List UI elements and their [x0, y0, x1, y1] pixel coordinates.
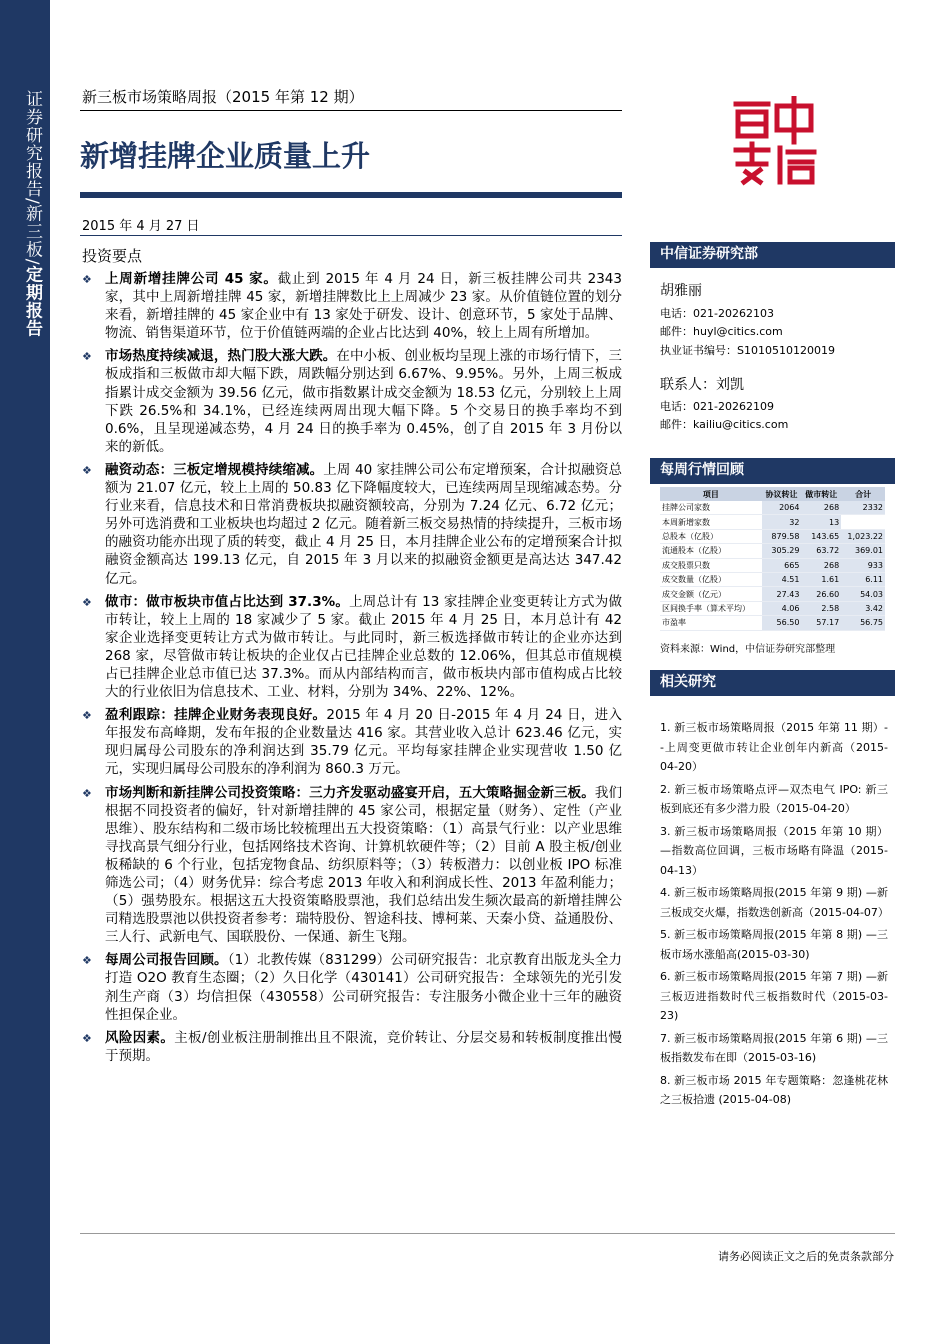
disclaimer-footer: 请务必阅读正文之后的免责条款部分: [718, 1250, 894, 1263]
diamond-bullet-icon: ❖: [82, 1031, 92, 1045]
page-title: 新增挂牌企业质量上升: [80, 139, 371, 173]
table-row: 总股本（亿股） 879.58 143.65 1,023.22: [660, 529, 885, 543]
related-research-bar: 相关研究: [650, 670, 895, 695]
sidebar: [0, 0, 50, 1344]
table-row: 流通股本（亿股） 305.29 63.72 369.01: [660, 544, 885, 558]
contact-name: 联系人：刘凯: [660, 377, 744, 393]
sidebar-label: [9, 90, 41, 337]
divider: [650, 483, 895, 484]
list-item: 4. 新三板市场策略周报(2015 年第 9 期) —新三板成交火爆，指数迭创新高（2015-04-07）: [660, 886, 889, 919]
table-row: 挂牌公司家数 2064 268 2332: [660, 501, 885, 515]
analyst-cert: 执业证书编号：S1010510120019: [660, 344, 835, 357]
list-item: 6. 新三板市场策略周报(2015 年第 7 期) —新三板迈进指数时代三板指数时代（2015-03-23): [660, 970, 888, 1022]
list-item: ❖ 每周公司报告回顾。（1）北教传媒（831299）公司研究报告：北京教育出版龙头全力打造 O2O 教育生态圈；（2）久日化学（430141）公司研究报告：全球领先的光引发剂生产商（3）均信担保（430558）公司研究报告：专注服务小微企业十三年的融资性担保企业。: [82, 952, 623, 1023]
section-heading: 投资要点: [82, 247, 143, 265]
analyst-phone: 电话：021-20262103: [660, 307, 774, 320]
diamond-bullet-icon: ❖: [82, 273, 92, 286]
list-item: ❖ 市场热度持续减退，热门股大涨大跌。在中小板、创业板均呈现上涨的市场行情下，三板成指和三板做市却大幅下跌，周跌幅分别达到 6.67%、9.95%。另外，上周三板成指累计成交金额为 39.56 亿元，做市指数累计成交金额为 18.53 亿元，分别较上上周下跌 26.5%和 34.1%，已经连续两周出现大幅下降。5 个交易日的换手率均不到 0.6%，且呈现递减态势，4 月 24 日的换手率为 0.45%，创了自 2015 年 3 月份以来的新低。: [82, 348, 623, 455]
table-row: 成交数量（亿股） 4.51 1.61 6.11: [660, 572, 885, 586]
list-item: ❖ 做市：做市板块市值占比达到 37.3%。上周总计有 13 家挂牌企业变更转让方式为做市转让，较上上周的 18 家减少了 5 家。截止 2015 年 4 月 25 日，本月总计有 42 家企业选择变更转让方式为做市转让。与此同时，新三板选择做市转让的企业亦达到 268 家，尽管做市转让板块的企业仅占已挂牌企业总数的 12.06%，但其总市值规模占已挂牌企业总市值已达 37.3%。而从内部结构而言，做市板块内部市值构成占比较大的行业依旧为信息技术、工业、材料，分别为 34%、22%、12%。: [82, 593, 622, 701]
table-source-note: 资料来源：Wind，中信证券研究部整理: [660, 644, 836, 655]
analyst-email: 邮件：huyl@citics.com: [660, 325, 783, 338]
divider: [650, 267, 895, 268]
related-research-list: [660, 718, 888, 1113]
report-series: 新三板市场策略周报（2015 年第 12 期）: [82, 88, 364, 106]
diamond-bullet-icon: ❖: [82, 350, 92, 364]
table-row: 市盈率 56.50 57.17 56.75: [660, 616, 885, 630]
analyst-name: 胡雅丽: [660, 283, 702, 299]
contact-phone: 电话：021-20262109: [660, 400, 774, 413]
list-item: 1. 新三板市场策略周报（2015 年第 11 期）--上周变更做市转让企业创年内新高（2015-04-20）: [660, 721, 888, 773]
table-row: 成交金额（亿元） 27.43 26.60 54.03: [660, 587, 885, 601]
sidebar-label-a: 证券研究报告: [22, 90, 42, 198]
table-row: 成交股票只数 665 268 933: [660, 558, 885, 572]
table-header-row: 项目 协议转让 做市转让 合计: [660, 487, 885, 501]
divider: [650, 695, 895, 696]
weekly-review-bar: 每周行情回顾: [650, 458, 895, 483]
diamond-bullet-icon: ❖: [82, 463, 92, 477]
list-item: 2. 新三板市场策略点评—双杰电气 IPO: 新三板到底还有多少潜力股（2015-04-20）: [660, 782, 888, 815]
diamond-bullet-icon: ❖: [82, 786, 92, 800]
list-item: ❖ 盈利跟踪：挂牌企业财务表现良好。2015 年 4 月 20 日-2015 年 4 月 24 日，进入年报发布高峰期，发布年报的企业数量达 416 家。其营业收入总计 623.46 亿元，实现归属母公司股东的净利润达到 35.79 亿元。平均每家挂牌企业实现营收 1.50 亿元，实现归属母公司股东的净利润为 860.3 万元。: [82, 707, 623, 778]
report-date: 2015 年 4 月 27 日: [82, 219, 200, 234]
list-item: 7. 新三板市场策略周报(2015 年第 6 期) —三板指数发布在即（2015-03-16): [660, 1031, 888, 1064]
weekly-market-table: [660, 487, 885, 631]
divider: [80, 235, 622, 236]
sidebar-sep-2: /: [22, 258, 42, 266]
divider: [80, 1233, 895, 1234]
list-item: 5. 新三板市场策略周报(2015 年第 8 期) —三板市场水涨船高(2015-03-30): [660, 928, 888, 961]
research-dept-bar: 中信证券研究部: [650, 242, 895, 267]
list-item: ❖ 上周新增挂牌公司 45 家。截止到 2015 年 4 月 24 日，新三板挂牌公司共 2343 家，其中上周新增挂牌 45 家，新增挂牌数比上上周减少 23 家。从价值链位置的划分来看，新增挂牌的 45 家企业中有 13 家处于研发、设计、创意环节，5 家处于品牌、物流、销售渠道环节，位于价值链两端的企业占比达到 40%，较上上周有所增加。: [82, 271, 622, 342]
title-underline: [80, 192, 622, 198]
list-item: ❖ 风险因素。主板/创业板注册制推出且不限流，竞价转让、分层交易和转板制度推出慢于预期。: [82, 1029, 622, 1064]
diamond-bullet-icon: ❖: [82, 709, 92, 723]
table-row: 本周新增家数 32 13: [660, 515, 885, 529]
list-item: ❖ 市场判断和新挂牌公司投资策略：三力齐发驱动盛宴开启，五大策略掘金新三板。我们根据不同投资者的偏好，针对新增挂牌的 45 家公司，根据定量（财务）、定性（产业思维）、股东结构和二级市场比较梳理出五大投资策略：（1）高景气行业：以产业思维寻找高景气细分行业，包括网络技术咨询、计算机软硬件等；（2）目前 A 股主板/创业板稀缺的 6 个行业，包括宠物食品、纺织原料等；（3）转板潜力：以创业板 IPO 标准筛选公司；（4）财务优异：综合考虑 2013 年收入和利润成长性、2013 年盈利能力；（5）强势股东。根据这五大投资策略股票池，我们总结出发生频次最高的新增挂牌公司精选股票池以供投资者参考：瑞特股份、智途科技、博柯莱、天秦小贷、益通股份、三人行、武新电气、国联股份、一保通、新生飞翔。: [82, 784, 622, 946]
list-item: 8. 新三板市场 2015 年专题策略：忽逢桃花林之三板拾遗 (2015-04-08): [660, 1073, 888, 1106]
sidebar-label-c: 定期报告: [22, 265, 42, 338]
contact-email: 邮件：kailiu@citics.com: [660, 418, 789, 431]
diamond-bullet-icon: ❖: [82, 954, 92, 968]
investment-highlights: [82, 270, 622, 1070]
sidebar-sep-1: /: [22, 198, 42, 205]
diamond-bullet-icon: ❖: [82, 595, 92, 609]
divider: [80, 110, 622, 111]
list-item: 3. 新三板市场策略周报（2015 年第 10 期）—指数高位回调，三板市场略有降温（2015-04-13）: [660, 824, 888, 877]
sidebar-label-b: 新三板: [22, 204, 42, 259]
list-item: ❖ 融资动态：三板定增规模持续缩减。上周 40 家挂牌公司公布定增预案，合计拟融资总额为 21.07 亿元，较上上周的 50.83 亿下降幅度较大，已连续两周呈现缩减态势。分行业来看，信息技术和日常消费板块拟融资额较高，分别为 7.24 亿元、6.72 亿元；另外可选消费和工业板块也均超过 2 亿元。随着新三板交易热情的持续提升，三板市场的融资功能亦出现了质的转变，截止 4 月 25 日，本月挂牌企业公布的定增预案合计拟融资金额高达 199.13 亿元，自 2015 年 3 月以来的拟融资金额更是高达达 347.42 亿元。: [82, 461, 622, 587]
citic-logo: [730, 96, 818, 186]
table-row: 区间换手率（算术平均） 4.06 2.58 3.42: [660, 601, 885, 615]
